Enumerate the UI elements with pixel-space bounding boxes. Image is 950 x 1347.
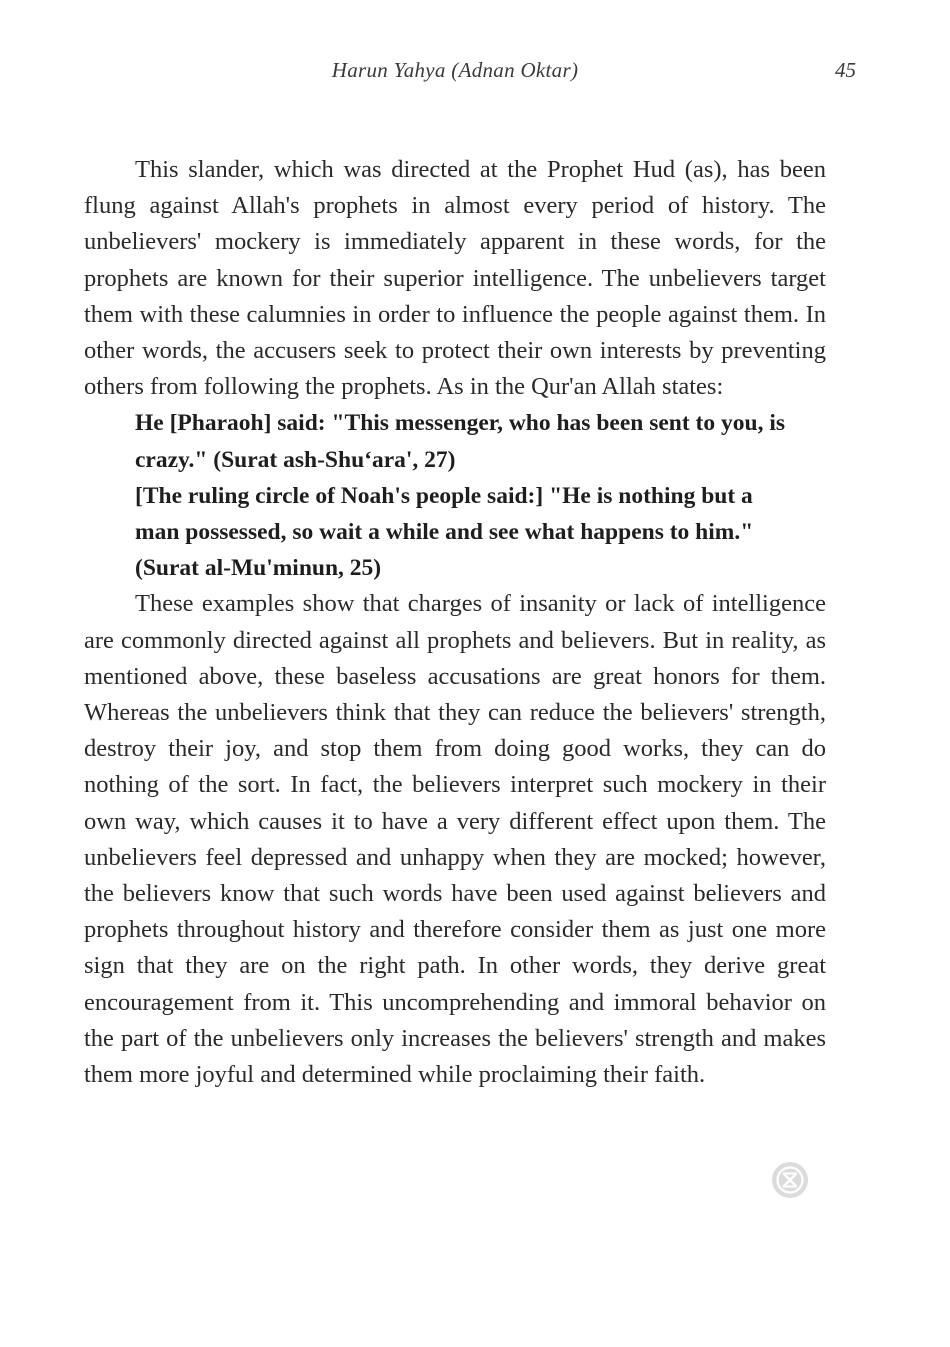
running-title: Harun Yahya (Adnan Oktar) xyxy=(331,58,579,82)
quran-quote: [The ruling circle of Noah's people said:] "He is nothing but a man possessed, so wait a while and see what happens to him." (Surat al-Mu'minun, 25) xyxy=(135,482,754,582)
paragraph: This slander, which was directed at the Prophet Hud (as), has been flung against Allah's prophets in almost every period of history. The unbelievers' mockery is immediately apparent in these words, for the prophets are known for their superior intelligence. The unbelievers target them with these calumnies in order to influence the people against them. In other words, the accusers seek to protect their own interests by preventing others from following the prophets. As in the Qur'an Allah states: xyxy=(84,156,826,401)
page-body xyxy=(84,152,826,1093)
paragraph: These examples show that charges of insanity or lack of intelligence are commonly directed against all prophets and believers. But in reality, as mentioned above, these baseless accusations are great honors for them. Whereas the unbelievers think that they can reduce the believers' strength, destroy their joy, and stop them from doing good works, they can do nothing of the sort. In fact, the believers interpret such mockery in their own way, which causes it to have a very different effect upon them. The unbelievers feel depressed and unhappy when they are mocked; however, the believers know that such words have been used against believers and prophets throughout history and therefore consider them as just one more sign that they are on the right path. In other words, they derive great encouragement from it. This uncomprehending and immoral behavior on the part of the unbelievers only increases the believers' strength and makes them more joyful and determined while proclaiming their faith. xyxy=(84,590,826,1089)
quran-quote: He [Pharaoh] said: "This messenger, who has been sent to you, is crazy." (Surat ash-Shu‘ara', 27) xyxy=(135,410,785,473)
circled-x-icon xyxy=(771,1161,809,1199)
running-header xyxy=(84,58,856,88)
page-number: 45 xyxy=(835,58,856,82)
